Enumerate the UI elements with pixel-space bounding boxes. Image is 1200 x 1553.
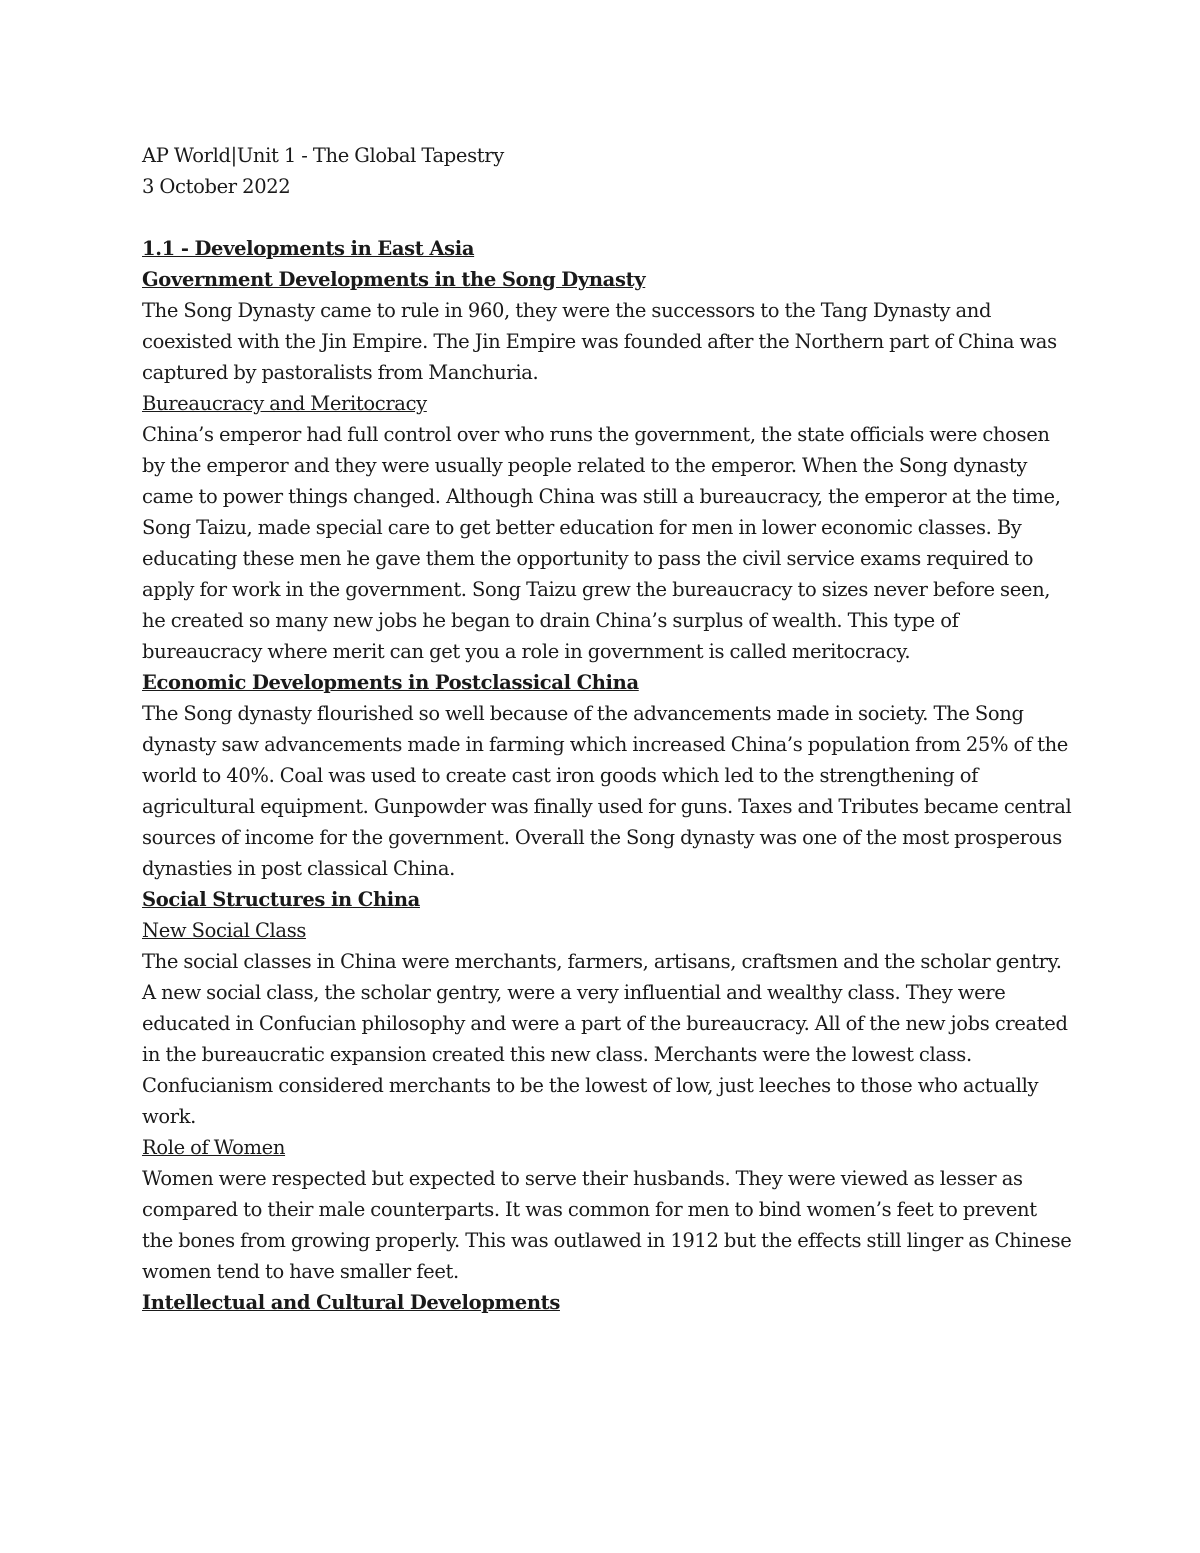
government-intro-paragraph: The Song Dynasty came to rule in 960, they were the successors to the Tang Dynasty and coexisted with the Jin Empire. The Jin Empire was founded after the Northern part of China was captured by pastoralists from Manchuria. [142, 299, 1057, 384]
government-heading: Government Developments in the Song Dynasty [142, 268, 646, 291]
role-of-women-paragraph: Women were respected but expected to serve their husbands. They were viewed as lesser as compared to their male counterparts. It was common for men to bind women’s feet to prevent the bones from growing properly. This was outlawed in 1912 but the effects still linger as Chinese women tend to have smaller feet. [142, 1167, 1072, 1283]
bureaucracy-paragraph: China’s emperor had full control over who runs the government, the state officials were chosen by the emperor and they were usually people related to the emperor. When the Song dynasty came to power things changed. Although China was still a bureaucracy, the emperor at the time, Song Taizu, made special care to get better education for men in lower economic classes. By educating these men he gave them the opportunity to pass the civil service exams required to apply for work in the government. Song Taizu grew the bureaucracy to sizes never before seen, he created so many new jobs he began to drain China’s surplus of wealth. This type of bureaucracy where merit can get you a role in government is called meritocracy. [142, 423, 1061, 663]
role-of-women-subheading: Role of Women [142, 1136, 286, 1159]
new-social-class-subheading: New Social Class [142, 919, 307, 942]
document-date: 3 October 2022 [142, 175, 291, 198]
document-body [142, 140, 1072, 1318]
blank-line [142, 202, 1072, 233]
economic-heading: Economic Developments in Postclassical China [142, 671, 639, 694]
social-heading: Social Structures in China [142, 888, 420, 911]
economic-paragraph: The Song dynasty flourished so well because of the advancements made in society. The Song dynasty saw advancements made in farming which increased China’s population from 25% of the world to 40%. Coal was used to create cast iron goods which led to the strengthening of agricultural equipment. Gunpowder was finally used for guns. Taxes and Tributes became central sources of income for the government. Overall the Song dynasty was one of the most prosperous dynasties in post classical China. [142, 702, 1072, 880]
new-social-class-paragraph: The social classes in China were merchants, farmers, artisans, craftsmen and the scholar gentry. A new social class, the scholar gentry, were a very influential and wealthy class. They were educated in Confucian philosophy and were a part of the bureaucracy. All of the new jobs created in the bureaucratic expansion created this new class. Merchants were the lowest class. Confucianism considered merchants to be the lowest of low, just leeches to those who actually work. [142, 950, 1068, 1128]
intellectual-heading: Intellectual and Cultural Developments [142, 1291, 560, 1314]
section-heading: 1.1 - Developments in East Asia [142, 237, 475, 260]
bureaucracy-subheading: Bureaucracy and Meritocracy [142, 392, 427, 415]
document-title: AP World|Unit 1 - The Global Tapestry [142, 144, 504, 167]
